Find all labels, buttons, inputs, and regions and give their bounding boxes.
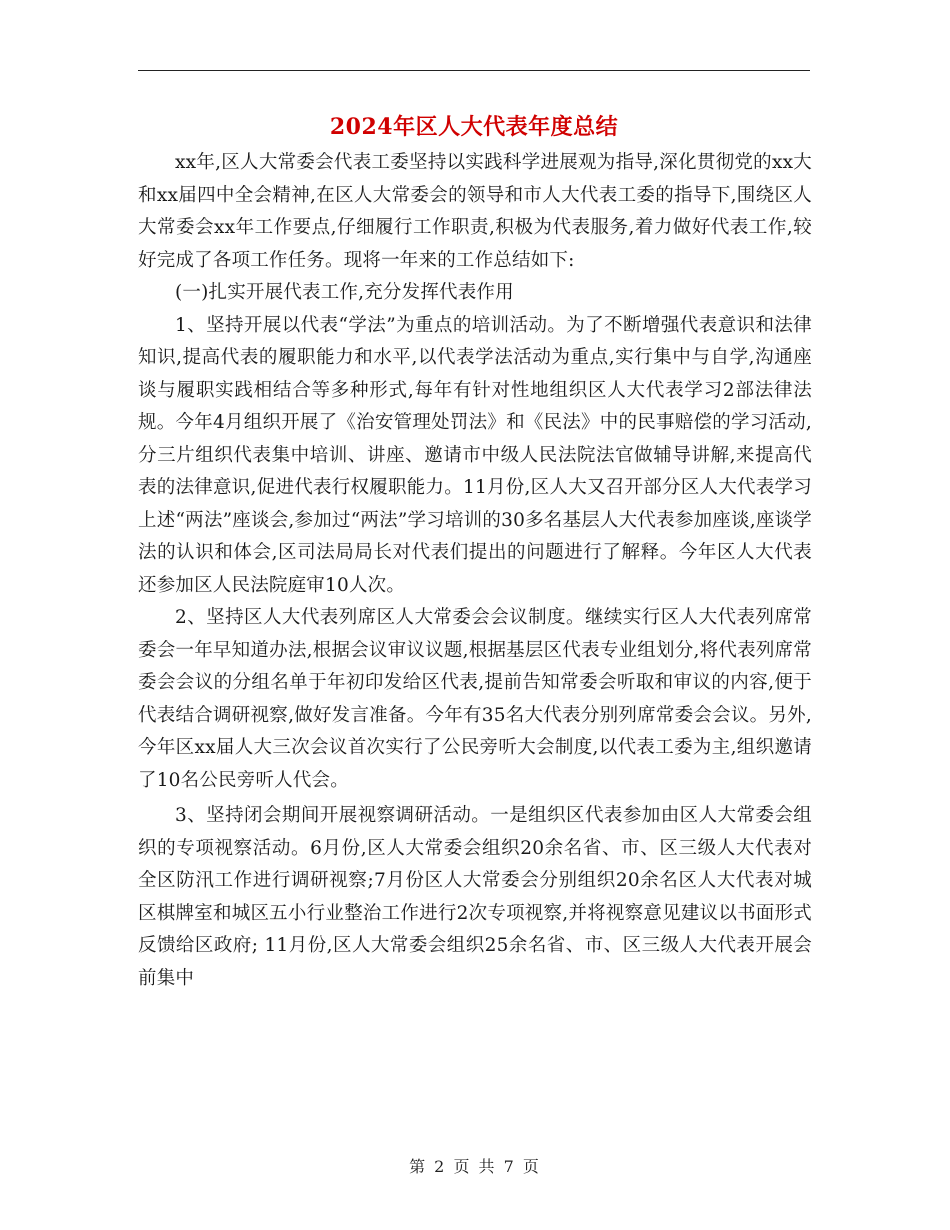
- paragraph-section-heading: (一)扎实开展代表工作,充分发挥代表作用: [175, 282, 514, 303]
- document-title: 2024年区人大代表年度总结: [329, 114, 619, 140]
- page-footer: 第 2 页 共 7 页: [409, 1157, 541, 1176]
- paragraph-intro: xx年,区人大常委会代表工委坚持以实践科学进展观为指导,深化贯彻党的xx大和xx届四中全会精神,在区人大常委会的领导和市人大代表工委的指导下,围绕区人大常委会xx年工作要点,仔细履行工作职责,积极为代表服务,着力做好代表工作,较好完成了各项工作任务。现将一年来的工作总结如下:: [138, 152, 812, 271]
- header-rule: [138, 70, 810, 71]
- document-body: [138, 147, 812, 995]
- paragraph-item-2: 2、坚持区人大代表列席区人大常委会会议制度。继续实行区人大代表列席常委会一年早知道办法,根据会议审议议题,根据基层区代表专业组划分,将代表列席常委会会议的分组名单于年初印发给区代表,提前告知常委会听取和审议的内容,便于代表结合调研视察,做好发言准备。今年有35名大代表分别列席常委会会议。另外,今年区xx届人大三次会议首次实行了公民旁听大会制度,以代表工委为主,组织邀请了10名公民旁听人代会。: [138, 607, 812, 791]
- paragraph-item-3: 3、坚持闭会期间开展视察调研活动。一是组织区代表参加由区人大常委会组织的专项视察活动。6月份,区人大常委会组织20余名省、市、区三级人大代表对全区防汛工作进行调研视察;7月份区人大常委会分别组织20余名区人大代表对城区棋牌室和城区五小行业整治工作进行2次专项视察,并将视察意见建议以书面形式反馈给区政府; 11月份,区人大常委会组织25余名省、市、区三级人大代表开展会前集中: [138, 805, 812, 989]
- paragraph-item-1: 1、坚持开展以代表“学法”为重点的培训活动。为了不断增强代表意识和法律知识,提高代表的履职能力和水平,以代表学法活动为重点,实行集中与自学,沟通座谈与履职实践相结合等多种形式,每年有针对性地组织区人大代表学习2部法律法规。今年4月组织开展了《治安管理处罚法》和《民法》中的民事赔偿的学习活动,分三片组织代表集中培训、讲座、邀请市中级人民法院法官做辅导讲解,来提高代表的法律意识,促进代表行权履职能力。11月份,区人大又召开部分区人大代表学习上述“两法”座谈会,参加过“两法”学习培训的30多名基层人大代表参加座谈,座谈学法的认识和体会,区司法局局长对代表们提出的问题进行了解释。今年区人大代表还参加区人民法院庭审10人次。: [138, 314, 812, 596]
